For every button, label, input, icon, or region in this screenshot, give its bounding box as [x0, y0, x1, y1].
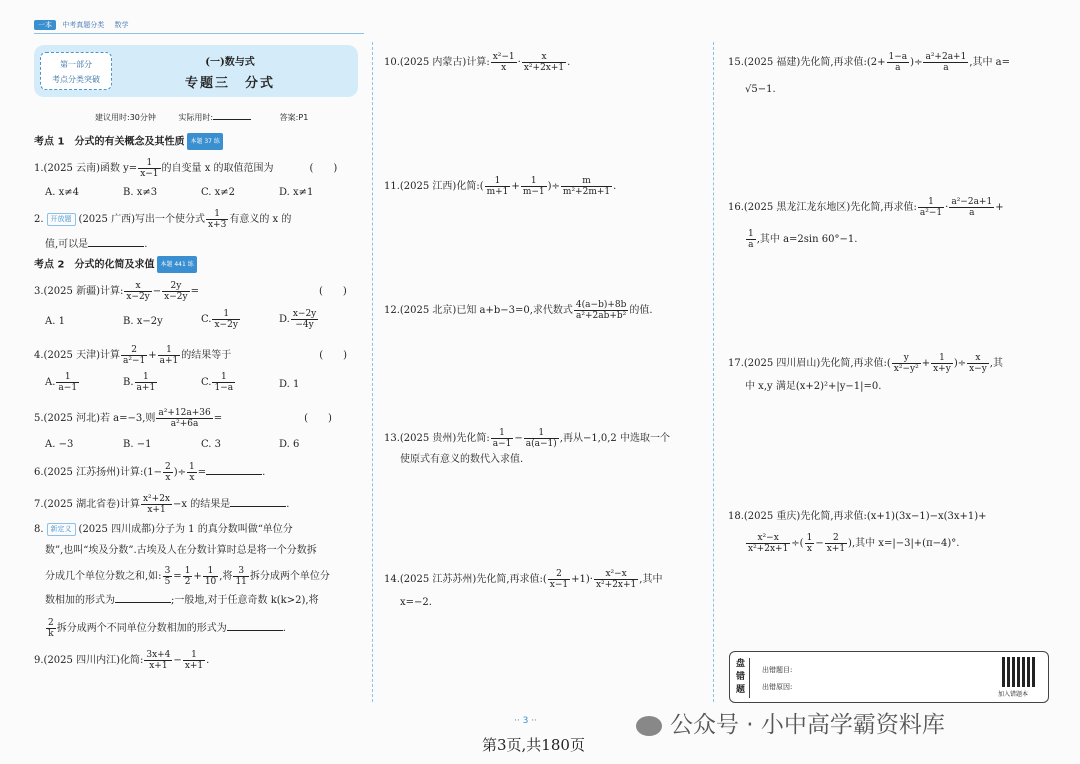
new-definition-tag: 新定义: [47, 523, 76, 536]
badge-line2: 考点分类突破: [52, 75, 100, 84]
actual-time-blank: [213, 109, 251, 120]
question-8-line2: 数”,也叫“埃及分数”.古埃及人在分数计算时总是将一个分数拆: [45, 545, 317, 556]
section-1-tag: 本题 37 练: [187, 133, 222, 150]
answer-blank: [88, 236, 144, 247]
question-5: 5.(2025 河北)若 a=−3,则 $\frac{\text{a²+12a+36}}{\text{a²+6a}}$ = ( ): [34, 408, 332, 429]
running-header: [34, 20, 136, 32]
question-1: 1.(2025 云南)函数 y= $\frac{1}{x-1}$ 的自变量 x 的取值范围为 ( ): [34, 158, 338, 179]
document-page: 一本 中考真题分类 数学 第一部分 考点分类突破 (一)数与式 专题三 分式 建议用时:30分钟 实际用时: 答案:P1 考点 1 分式的有关概念及其性质 本题 37 练 1.(2025 云南)函数 y= $\frac{1}{x-1}$ 的自变量 x 的取值范围为 ( ) A. x≠4 B. x≠3 C. x≠2 D. x≠1 2. 开放题 (2025 广西)写出一个使分式 $\frac{1}{x+3}$ 有意义的 x 的 值,可以是 . 考点 2 分式的化简及求值 本题 441 练 3.(2025 新疆)计算: $\frac{x}{x-2y}$ − $\frac{2y}{x-2y}$ = ( ) A. 1 B. x−2y C. $\frac{1}{x-2y}$ D. $\frac{x-2y}{-4y}$ 4.(2025 天津)计算 $\frac{2}{\text{a²−1}}$ + $\frac{1}{a+1}$ 的结果等于 ( ) A. $\frac{1}{a-1}$ B. $\frac{1}{a+1}$ C. $\frac{1}{1-a}$ D. 1 5.(2025 河北)若 a=−3,则 $\frac{\text{a²+12a+36}}{\text{a²+6a}}$ = ( ) A. −3 B. −1 C. 3 D. 6 6.(2025 江苏扬州)计算:(1− $\frac{2}{x}$ )÷ $\frac{1}{x}$ = . 7.(2025 湖北省卷)计算 $\frac{\text{x²+2x}}{x+1}$ −x 的结果是 . 8. 新定义 (2025 四川成都)分子为 1 的真分数叫做“单位分 数”,也叫“埃及分数”.古埃及人在分数计算时总是将一个分数拆 分成几个单位分数之和,如: $\frac{3}{5}$ = $\frac{1}{2}$ + $\frac{1}{10}$ ,将 $\frac{3}{11}$ 拆分成两个单位分 数相加的形式为 ;一般地,对于任意奇数 k(k>2),将 $\frac{2}{k}$ 拆分成两个不同单位分数相加的形式为 . 9.(2025 四川内江)化简: $\frac{3x+4}{x+1}$ − $\frac{1}{x+1}$ . 10.(2025 内蒙古)计算: $\frac{\text{x²−1}}{x}$ · $\frac{x}{\text{x²+2x+1}}$ . 11.(2025 江西)化简:( $\frac{1}{m+1}$ + $\frac{1}{m-1}$ )÷ $\frac{m}{\text{m²+2m+1}}$ . 12.(2025 北京)已知 a+b−3=0,求代数式 $\frac{4(a-b)+8b}{\text{a²+2ab+b²}}$ 的值. 13.(2025 贵州)先化简: $\frac{1}{a-1}$ − $\frac{1}{a(a-1)}$ ,再从−1,0,2 中选取一个 使原式有意义的数代入求值. 14.(2025 江苏苏州)先化简,再求值:( $\frac{2}{x-1}$ +1)· $\frac{\text{x²−x}}{\text{x²+2x+1}}$ ,其中 x=−2. 15.(2025 福建)先化简,再求值:(2+ $\frac{1-a}{a}$ )÷ $\frac{\text{a²+2a+1}}{a}$ ,其中 a= √5−1. 16.(2025 黑龙江龙东地区)先化简,再求值: $\frac{1}{\text{a²−1}}$ · $\frac{\text{a²−2a+1}}{a}$ + $\frac{1}{a}$ ,其中 a=2sin 60°−1. 17.(2025 四川眉山)先化简,再求值:( $\frac{y}{\text{x²−y²}}$ + $\frac{1}{x+y}$ )÷ $\frac{x}{x-y}$ ,其 中 x,y 满足(x+2)²+|y−1|=0. 18.(2025 重庆)先化简,再求值:(x+1)(3x−1)−x(3x+1)+ $\frac{\text{x²−x}}{\text{x²+2x+1}}$ ÷( $\frac{1}{x}$ − $\frac{2}{x+1}$ ),其中 x=|−3|+(π−4)°. 盘错题 出错题目: 出错原因: 加入错题本 ·· 3 ·· 公众号 · 小中高学霸资料库 第3页,共180页: [0, 0, 1080, 764]
question-11: 11.(2025 江西)化简:( $\frac{1}{m+1}$ + $\frac{1}{m-1}$ )÷ $\frac{m}{\text{m²+2m+1}}$ .: [384, 176, 617, 197]
question-3: 3.(2025 新疆)计算: $\frac{x}{x-2y}$ − $\frac{2y}{x-2y}$ = ( ): [34, 281, 347, 302]
time-info: [95, 109, 360, 123]
question-13: 13.(2025 贵州)先化简: $\frac{1}{a-1}$ − $\frac{1}{a(a-1)}$ ,再从−1,0,2 中选取一个: [384, 428, 670, 449]
question-8: 8. 新定义 (2025 四川成都)分子为 1 的真分数叫做“单位分: [34, 524, 293, 535]
question-14: 14.(2025 江苏苏州)先化简,再求值:( $\frac{2}{x-1}$ +1)· $\frac{\text{x²−x}}{\text{x²+2x+1}}$ ,其中: [384, 569, 663, 590]
question-13-cont: 使原式有意义的数代入求值.: [400, 454, 524, 465]
page-total: 第3页,共180页: [482, 736, 585, 754]
qr-code-icon[interactable]: [1002, 657, 1036, 687]
question-4: 4.(2025 天津)计算 $\frac{2}{\text{a²−1}}$ + $\frac{1}{a+1}$ 的结果等于 ( ): [34, 345, 348, 366]
section-1-heading: 考点 1 分式的有关概念及其性质 本题 37 练: [34, 133, 223, 151]
question-18: 18.(2025 重庆)先化简,再求值:(x+1)(3x−1)−x(3x+1)+: [728, 511, 987, 522]
question-17-cont: 中 x,y 满足(x+2)²+|y−1|=0.: [745, 381, 882, 392]
question-7: 7.(2025 湖北省卷)计算 $\frac{\text{x²+2x}}{x+1}$ −x 的结果是 .: [34, 494, 290, 515]
question-2: 2. 开放题 (2025 广西)写出一个使分式 $\frac{1}{x+3}$ 有意义的 x 的: [34, 209, 292, 230]
badge-line1: 第一部分: [60, 60, 92, 69]
question-15: 15.(2025 福建)先化简,再求值:(2+ $\frac{1-a}{a}$ )÷ $\frac{\text{a²+2a+1}}{a}$ ,其中 a=: [728, 52, 1011, 73]
suggest-time: 建议用时:30分钟: [95, 113, 156, 122]
watermark: 公众号 · 小中高学霸资料库: [636, 706, 945, 739]
question-8-line3: 分成几个单位分数之和,如: $\frac{3}{5}$ = $\frac{1}{2}$ + $\frac{1}{10}$ ,将 $\frac{3}{11}$ 拆分成两个单位分: [45, 566, 330, 587]
series-logo: 一本: [34, 20, 56, 30]
section-2-heading: 考点 2 分式的化简及求值 本题 441 练: [34, 256, 197, 274]
question-10: 10.(2025 内蒙古)计算: $\frac{\text{x²−1}}{x}$ · $\frac{x}{\text{x²+2x+1}}$ .: [384, 52, 571, 73]
part-badge: [40, 52, 112, 90]
question-17: 17.(2025 四川眉山)先化简,再求值:( $\frac{y}{\text{x²−y²}}$ + $\frac{1}{x+y}$ )÷ $\frac{x}{x-y}$ ,其: [728, 353, 1003, 374]
wechat-icon: [636, 716, 662, 736]
page-title: 专题三 分式: [184, 76, 275, 91]
column-divider: [713, 42, 714, 702]
answer-ref: 答案:P1: [279, 113, 309, 122]
question-8-line4: 数相加的形式为 ;一般地,对于任意奇数 k(k>2),将: [45, 592, 319, 609]
subject-name: 数学: [114, 21, 129, 29]
question-15-cont: √5−1.: [745, 84, 776, 95]
open-question-tag: 开放题: [47, 213, 76, 226]
header-rule: [34, 33, 364, 34]
mistake-record-box: [729, 651, 1049, 703]
question-12: 12.(2025 北京)已知 a+b−3=0,求代数式 $\frac{4(a-b)+8b}{\text{a²+2ab+b²}}$ 的值.: [384, 300, 653, 321]
question-14-cont: x=−2.: [400, 597, 432, 608]
fraction: $\frac{1}{x-1}$: [140, 158, 159, 179]
page-number: ·· 3 ··: [514, 716, 537, 726]
question-16: 16.(2025 黑龙江龙东地区)先化简,再求值: $\frac{1}{\text{a²−1}}$ · $\frac{\text{a²−2a+1}}{a}$ +: [728, 197, 1004, 218]
mistake-label: 盘错题: [734, 658, 750, 698]
section-2-tag: 本题 441 练: [157, 256, 196, 273]
mistake-reason-field[interactable]: 出错原因:: [762, 683, 793, 691]
series-name: 中考真题分类: [62, 21, 105, 29]
chapter-label: (一)数与式: [205, 57, 255, 68]
question-8-line5: $\frac{2}{k}$ 拆分成两个不同单位分数相加的形式为 .: [48, 618, 286, 639]
actual-time: 实际用时:: [178, 113, 214, 122]
question-2-cont: 值,可以是 .: [45, 236, 147, 253]
qr-caption: 加入错题本: [998, 691, 1029, 698]
mistake-question-field[interactable]: 出错题目:: [762, 666, 793, 674]
question-9: 9.(2025 四川内江)化简: $\frac{3x+4}{x+1}$ − $\frac{1}{x+1}$ .: [34, 650, 210, 671]
question-18-cont: $\frac{\text{x²−x}}{\text{x²+2x+1}}$ ÷( $\frac{1}{x}$ − $\frac{2}{x+1}$ ),其中 x=|−3|+(π−4)°.: [748, 533, 960, 554]
question-6: 6.(2025 江苏扬州)计算:(1− $\frac{2}{x}$ )÷ $\frac{1}{x}$ = .: [34, 462, 266, 483]
column-divider: [372, 42, 373, 702]
question-16-cont: $\frac{1}{a}$ ,其中 a=2sin 60°−1.: [748, 229, 858, 250]
